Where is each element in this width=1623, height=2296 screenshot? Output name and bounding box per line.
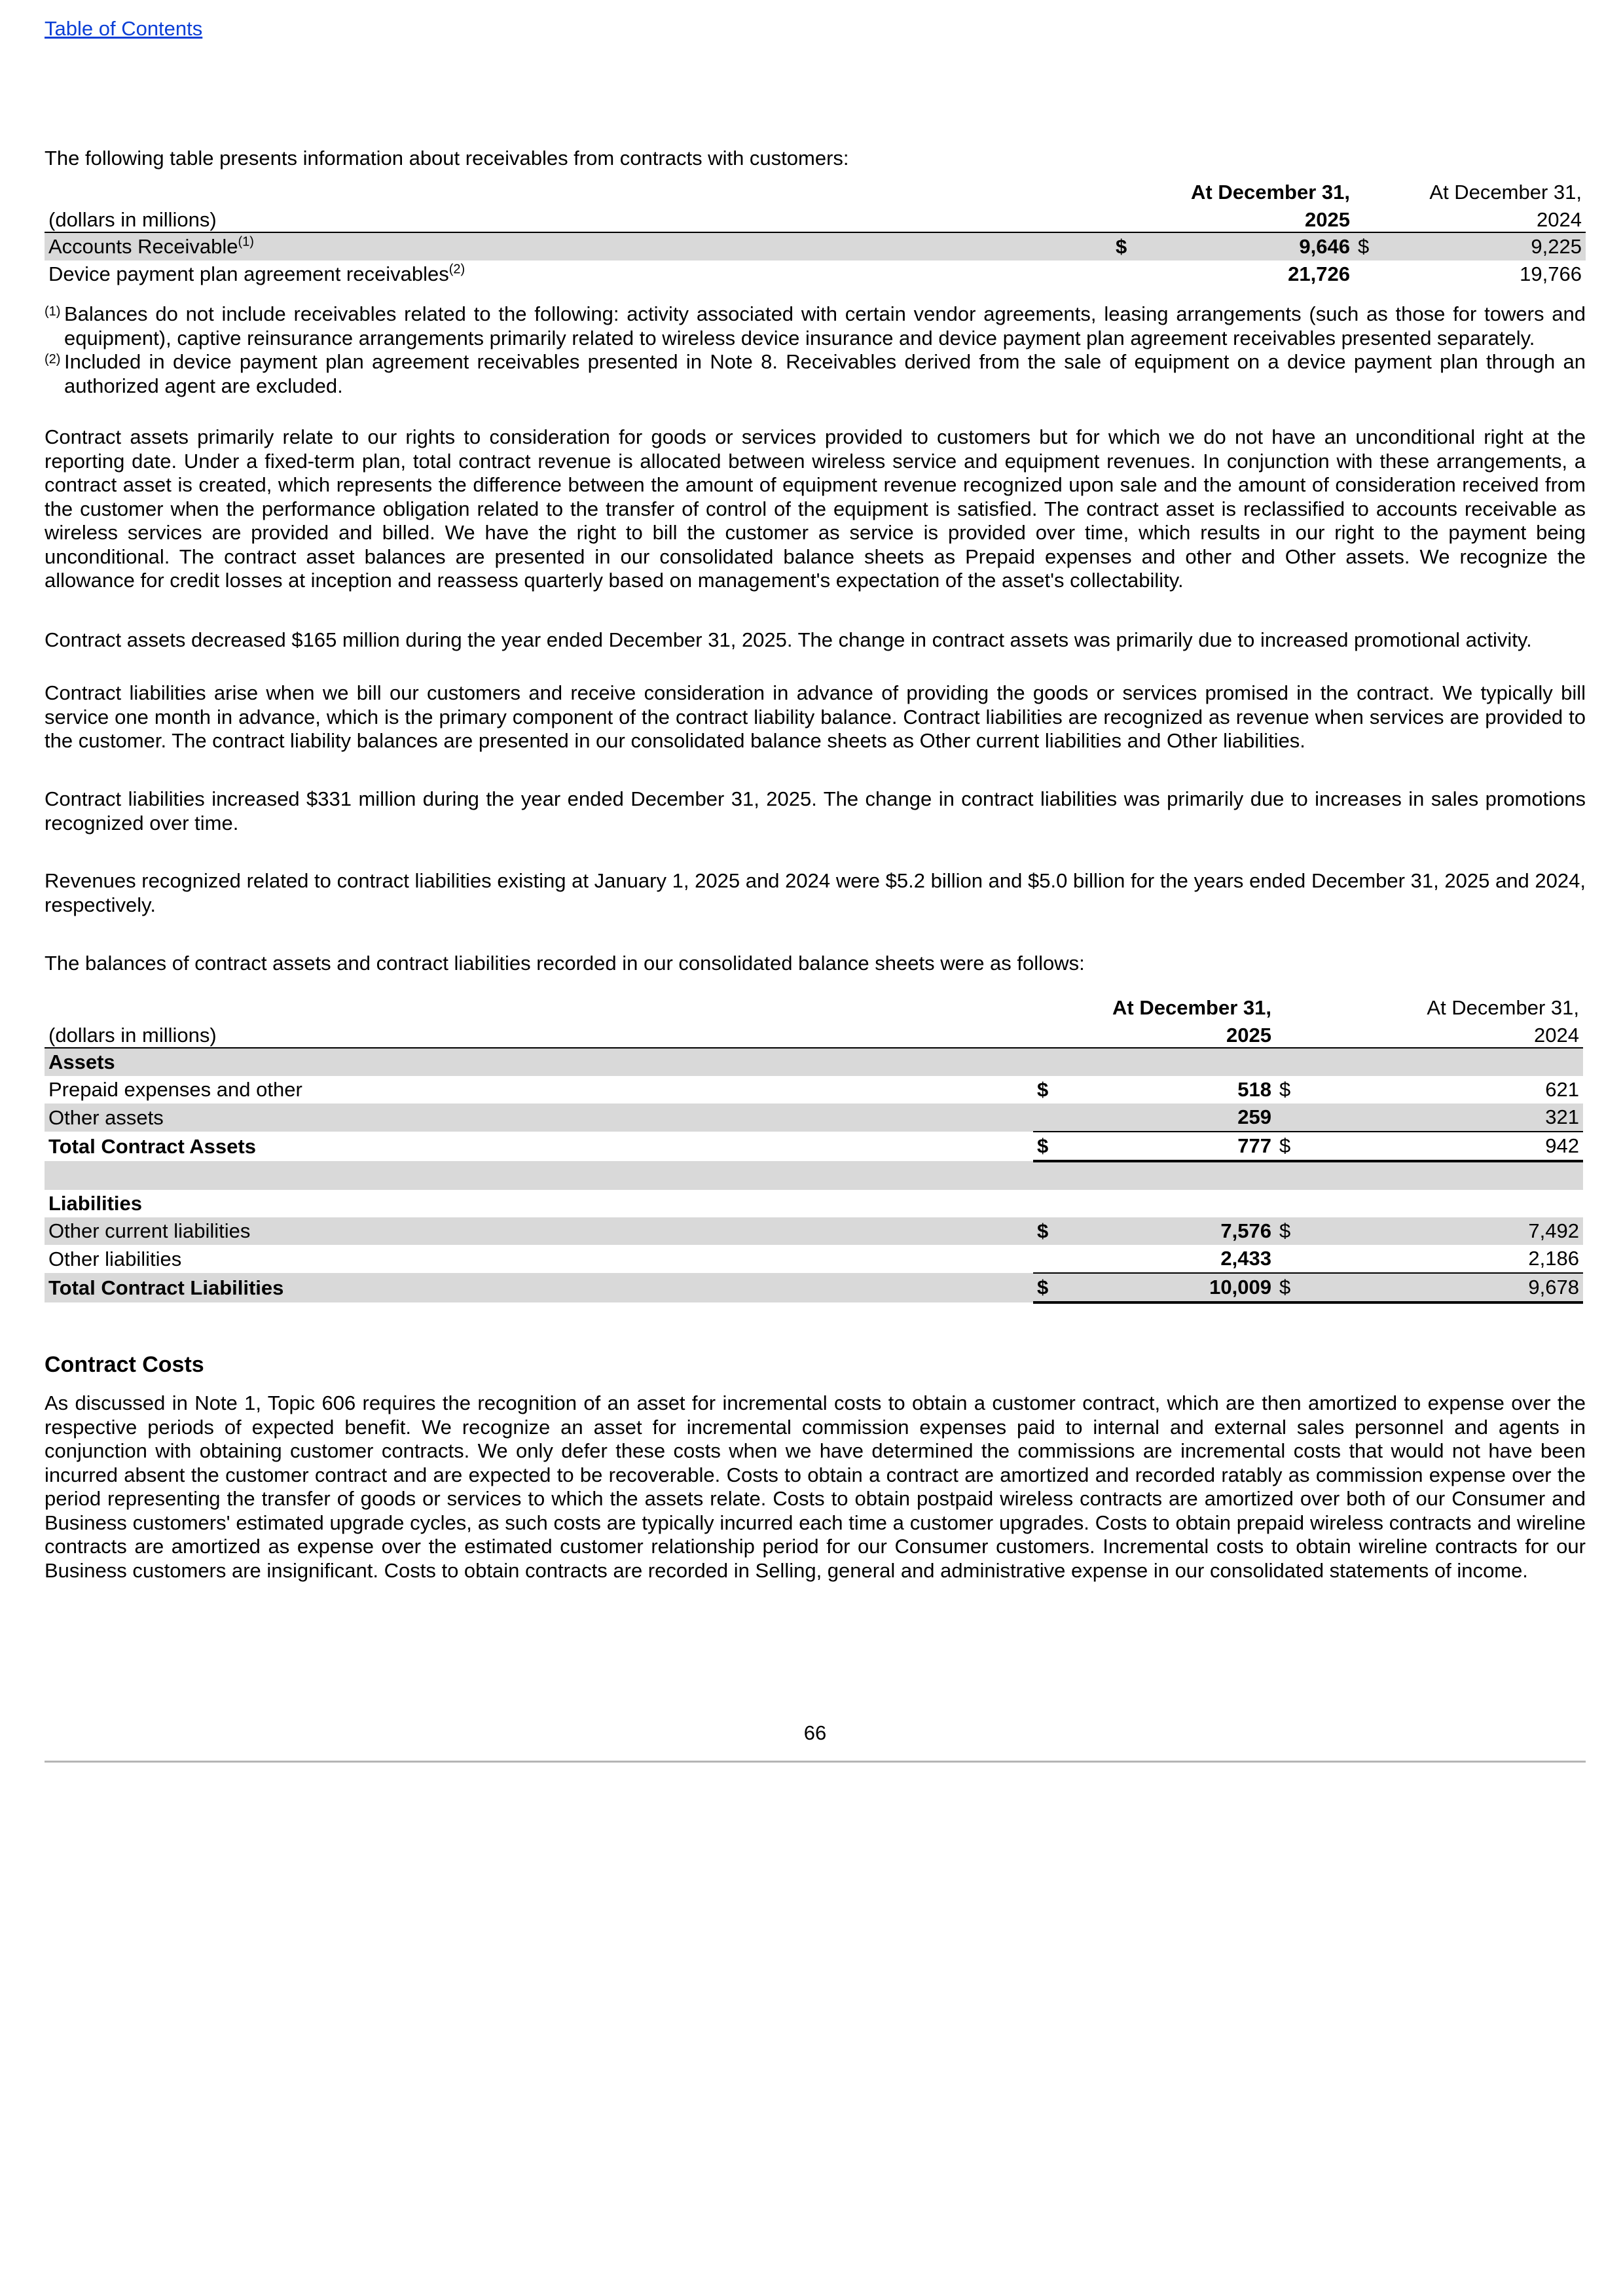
receivables-intro: The following table presents information about receivables from contracts with customers: [45,147,849,170]
col-2025-header-line2: 2025 [1138,204,1354,232]
currency-symbol: $ [1275,1273,1302,1302]
row-label: Prepaid expenses and other [48,1078,302,1101]
row-label: Other assets [45,1103,1033,1132]
row-label: Accounts Receivable [48,235,238,258]
table-row [45,1076,1583,1103]
value-2025: 7,576 [1059,1217,1275,1245]
table-row [45,232,1586,260]
currency-symbol: $ [1275,1217,1302,1245]
units-label: (dollars in millions) [45,1020,1033,1048]
col-2025-header-line1: At December 31, [1112,996,1271,1019]
col-2025-header-line2: 2025 [1059,1020,1275,1048]
value-2024: 7,492 [1302,1217,1583,1245]
paragraph-contract-assets-change: Contract assets decreased $165 million during the year ended December 31, 2025. The change in contract assets was primarily due to increased promotional activity. [45,628,1532,651]
currency-symbol: $ [1275,1132,1302,1161]
units-label: (dollars in millions) [45,204,1112,232]
value-2024: 9,225 [1380,232,1586,260]
col-2024-header-line1: At December 31, [1429,181,1582,204]
footnote-2 [45,350,1586,398]
col-2025-header-line1: At December 31, [1191,181,1350,204]
currency-symbol: $ [1037,1078,1049,1101]
page-divider [45,1761,1586,1763]
paragraph-balances-intro: The balances of contract assets and contract liabilities recorded in our consolidated balance sheets were as follows: [45,952,1085,975]
row-label: Total Contract Liabilities [45,1273,1033,1302]
value-2024: 942 [1302,1132,1583,1161]
footnote-text: Included in device payment plan agreement receivables presented in Note 8. Receivables derived from the sale of equipment on a device payment plan through an authorized agent are excluded. [64,350,1586,397]
table-row [45,260,1586,288]
value-2024: 9,678 [1302,1273,1583,1302]
row-label: Total Contract Assets [48,1134,256,1158]
row-label: Other liabilities [48,1247,182,1270]
value-2025: 2,433 [1059,1245,1275,1273]
value-2024: 621 [1545,1078,1579,1101]
table-row [45,1217,1583,1245]
currency-symbol: $ [1033,1132,1059,1161]
currency-symbol [1275,1103,1302,1132]
value-2024: 19,766 [1520,262,1582,285]
value-2024: 321 [1302,1103,1583,1132]
currency-symbol: $ [1279,1078,1291,1101]
footnote-1 [45,302,1586,350]
currency-symbol [1275,1245,1302,1273]
paragraph-contract-liabilities: Contract liabilities arise when we bill our customers and receive consideration in advance of providing the goods or services promised in the contract. We typically bill service one month in advance, which is the primary component of the contract liability balance. Contract liabilities are recognized as revenue when services are provided to the customer. The contract liability balances are presented in our consolidated balance sheets as Other current liabilities and Other liabilities. [45,681,1586,752]
total-row [45,1273,1583,1302]
paragraph-contract-assets: Contract assets primarily relate to our rights to consideration for goods or services provided to customers but for which we do not have an unconditional right at the reporting date. Under a fixed-term plan, total contract revenue is allocated between wireless service and equipment revenues. In conjunction with these arrangements, a contract asset is created, which represents the difference between the amount of equipment revenue recognized upon sale and the amount of consideration received from the customer when the performance obligation related to the transfer of control of the equipment is satisfied. The contract asset is reclassified to accounts receivable as wireless services are provided and billed. We have the right to bill the customer as service is provided over time, which results in our right to the payment being unconditional. The contract asset balances are presented in our consolidated balance sheets as Prepaid expenses and other and Other assets. We recognize the allowance for credit losses at inception and reassess quarterly based on management's expectation of the asset's collectability. [45,425,1586,592]
currency-symbol [1354,260,1380,288]
row-label: Other current liabilities [45,1217,1033,1245]
row-label: Device payment plan agreement receivables [48,262,449,285]
value-2025: 777 [1059,1132,1275,1161]
value-2025: 10,009 [1059,1273,1275,1302]
page-number: 66 [803,1721,827,1744]
contract-balances-table [45,992,1583,1304]
currency-symbol [1033,1245,1059,1273]
value-2024: 2,186 [1302,1245,1583,1273]
paragraph-contract-liabilities-change: Contract liabilities increased $331 million during the year ended December 31, 2025. The change in contract liabilities was primarily due to increases in sales promotions recognized over time. [45,787,1586,834]
footnote-mark: (2) [45,352,61,367]
currency-symbol: $ [1033,1217,1059,1245]
currency-symbol [1112,260,1138,288]
col-2024-header-line1: At December 31, [1427,996,1579,1019]
liabilities-heading: Liabilities [48,1192,142,1215]
table-of-contents-link[interactable]: Table of Contents [45,17,203,40]
receivables-table [45,177,1586,288]
col-2024-header-line2: 2024 [1380,204,1586,232]
col-2024-header-line2: 2024 [1302,1020,1583,1048]
footnote-marker: (2) [448,262,465,277]
value-2025: 21,726 [1288,262,1350,285]
value-2025: 9,646 [1138,232,1354,260]
value-2025: 259 [1059,1103,1275,1132]
currency-symbol: $ [1354,232,1380,260]
total-row [45,1132,1583,1161]
table-row [45,1103,1583,1132]
currency-symbol [1033,1103,1059,1132]
table-row [45,1245,1583,1273]
footnote-marker: (1) [238,234,254,249]
paragraph-revenues-recognized: Revenues recognized related to contract liabilities existing at January 1, 2025 and 2024 were $5.2 billion and $5.0 billion for the years ended December 31, 2025 and 2024, respectively. [45,869,1586,916]
paragraph-contract-costs: As discussed in Note 1, Topic 606 requires the recognition of an asset for incremental costs to obtain a customer contract, which are then amortized to expense over the respective periods of expected benefit. We recognize an asset for incremental commission expenses paid to internal and external sales personnel and agents in conjunction with obtaining customer contracts. We only defer these costs when we have determined the commissions are incremental costs that would not have been incurred absent the customer contract and are expected to be recoverable. Costs to obtain a contract are amortized and recorded ratably as commission expense over the period representing the transfer of goods or services to which the assets relate. Costs to obtain postpaid wireless contracts are amortized over both of our Consumer and Business customers' estimated upgrade cycles, as such costs are typically incurred each time a customer upgrades. Costs to obtain prepaid wireless contracts and wireline contracts are amortized as expense over the estimated customer relationship period for our Consumer customers. Incremental costs to obtain wireline contracts for our Business customers are insignificant. Costs to obtain contracts are recorded in Selling, general and administrative expense in our consolidated statements of income. [45,1391,1586,1582]
section-heading-row [45,1048,1583,1076]
spacer-row [45,1161,1583,1190]
footnote-mark: (1) [45,304,61,319]
assets-heading: Assets [45,1048,1033,1076]
section-heading-row [45,1190,1583,1217]
value-2025: 518 [1237,1078,1271,1101]
currency-symbol: $ [1112,232,1138,260]
contract-costs-heading: Contract Costs [45,1352,204,1377]
currency-symbol: $ [1033,1273,1059,1302]
footnote-text: Balances do not include receivables related to the following: activity associated with certain vendor agreements, leasing arrangements (such as those for towers and equipment), captive reinsurance arrangements primarily related to wireless device insurance and device payment plan agreement receivables presented separately. [64,302,1586,350]
